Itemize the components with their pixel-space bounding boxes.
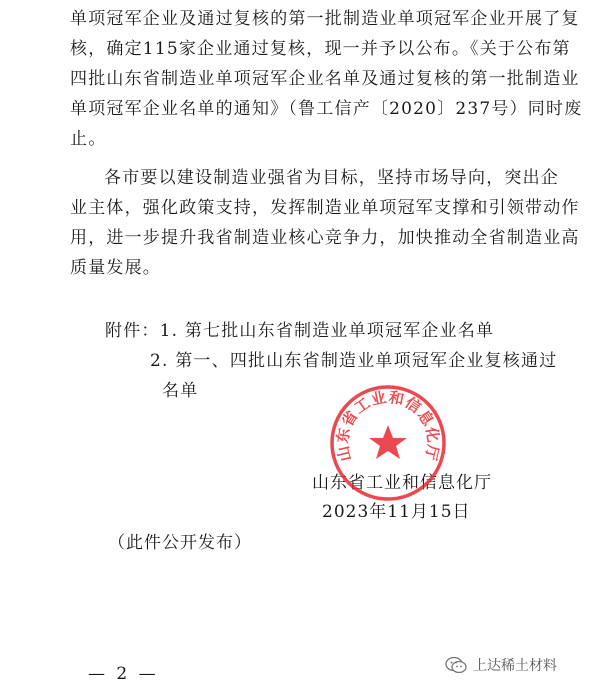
attachment-item-2 (150, 346, 557, 371)
watermark-text: 上达稀土材料 (473, 658, 557, 674)
svg-text:山东省工业和信息化厅: 山东省工业和信息化厅 (333, 387, 443, 464)
official-seal-icon (328, 383, 448, 503)
attachment-item-1 (105, 316, 494, 341)
paragraph-line: 质量发展。 (70, 258, 161, 278)
paragraph-review-results (70, 4, 583, 154)
paragraph-line: 各市要以建设制造业强省为目标，坚持市场导向，突出企 (104, 168, 559, 188)
watermark (445, 655, 557, 675)
paragraph-line: 核，确定115家企业通过复核，现一并予以公布。《关于公布第 (70, 39, 571, 59)
paragraph-line: 单项冠军企业及通过复核的第一批制造业单项冠军企业开展了复 (70, 9, 580, 29)
attachment-text: 名单 (162, 381, 199, 401)
paragraph-line: 业主体，强化政策支持，发挥制造业单项冠军支撑和引领带动作 (70, 198, 580, 218)
wechat-icon (445, 656, 467, 674)
attachment-text: 2. 第一、四批山东省制造业单项冠军企业复核通过 (150, 351, 558, 371)
publication-note: （此件公开发布） (108, 533, 252, 553)
paragraph-line: 单项冠军企业名单的通知》（鲁工信产〔2020〕237号）同时废 (70, 99, 583, 119)
paragraph-line: 止。 (70, 129, 107, 149)
issue-date: 2023年11月15日 (322, 502, 471, 522)
paragraph-line: 用，进一步提升我省制造业核心竞争力，加快推动全省制造业高 (70, 228, 580, 248)
attachment-label: 附件： (105, 321, 160, 341)
attachment-item-2-continued (162, 376, 198, 401)
issuing-organization: 山东省工业和信息化厅 (312, 473, 492, 493)
page-number: — 2 — (88, 664, 159, 684)
paragraph-city-requirements (70, 163, 580, 283)
attachment-text: 1. 第七批山东省制造业单项冠军企业名单 (159, 321, 495, 341)
paragraph-line: 四批山东省制造业单项冠军企业名单及通过复核的第一批制造业 (70, 69, 580, 89)
